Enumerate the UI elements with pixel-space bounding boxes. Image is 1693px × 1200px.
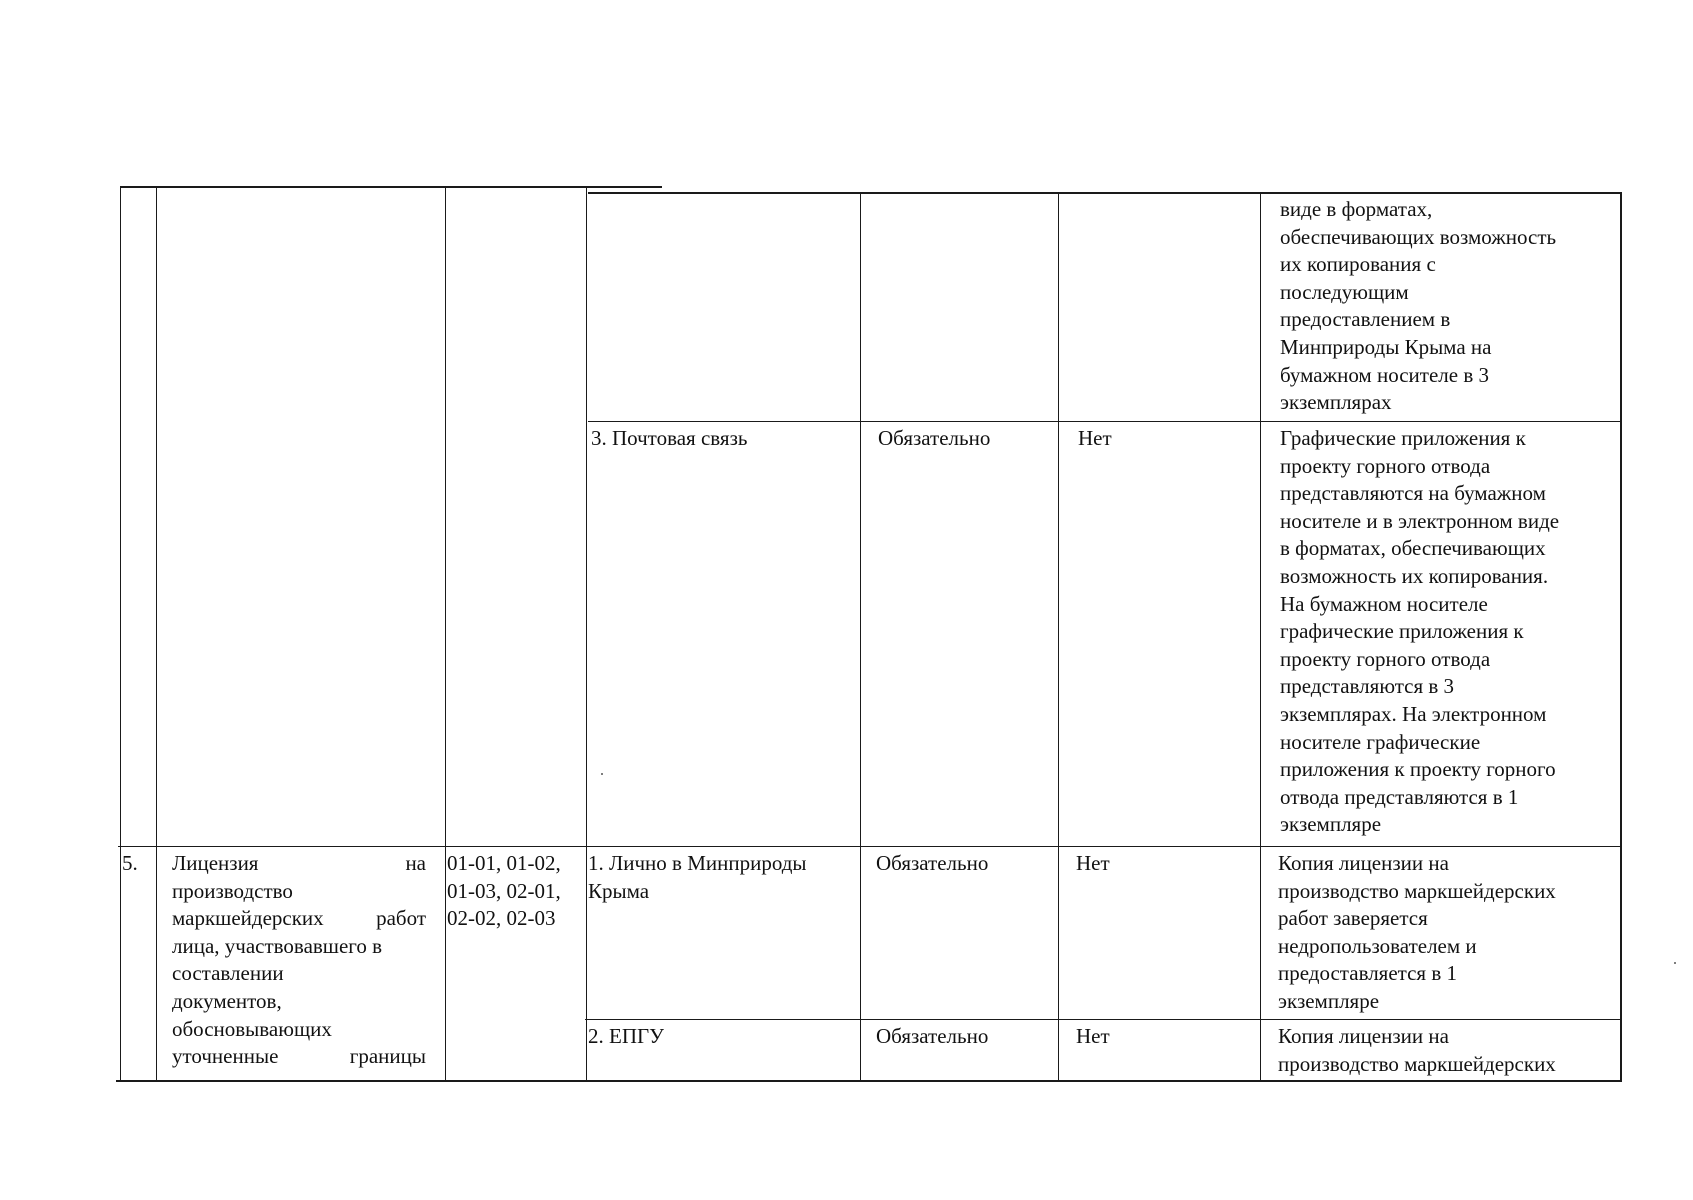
cell-flag-postal: Нет (1078, 426, 1112, 450)
cell-method-postal: 3. Почтовая связь (591, 426, 748, 450)
cell-obligation-epgu: Обязательно (876, 1024, 989, 1048)
col-border-obligation (1058, 192, 1059, 1081)
cell-method-personal: 1. Лично в Минприроды Крыма (588, 851, 807, 903)
cell-codes: 01-01, 01-02, 01-03, 02-01, 02-02, 02-03 (447, 851, 561, 931)
col-border-left (120, 188, 121, 1081)
document-text: работ (376, 906, 426, 931)
cell-notes-epgu: Копия лицензии на производство маркшейдерских (1278, 1024, 1556, 1076)
document-text: на (405, 851, 426, 875)
table-top-border-left (120, 186, 662, 188)
col-border-method (860, 192, 861, 1081)
cell-flag-personal: Нет (1076, 851, 1110, 875)
document-text: маркшейдерских (172, 906, 324, 931)
document-text: лица, участвовавшего в (172, 933, 383, 958)
document-text: составлении (172, 961, 284, 986)
table-top-border-right (588, 192, 1622, 194)
document-line (172, 905, 426, 933)
cell-flag-epgu: Нет (1076, 1024, 1110, 1048)
row-divider-epgu (585, 1019, 1622, 1020)
cell-obligation-postal: Обязательно (878, 426, 991, 450)
cell-row-number: 5. (122, 851, 138, 875)
document-text: границы (349, 1044, 426, 1069)
col-border-codes (586, 188, 587, 1081)
col-border-flag (1260, 192, 1261, 1081)
document-text: Лицензия (172, 851, 259, 875)
document-text: производство (172, 878, 293, 903)
document-line (172, 850, 426, 878)
cell-method-epgu: 2. ЕПГУ (588, 1024, 665, 1048)
row-divider-5 (118, 846, 1622, 847)
document-text: документов, (172, 988, 282, 1013)
col-border-right (1620, 192, 1622, 1081)
cell-obligation-personal: Обязательно (876, 851, 989, 875)
cell-notes-top: виде в форматах, обеспечивающих возможность их копирования с последующим предоставлением в Минприроды Крыма на бумажном носителе в 3 экземплярах (1280, 197, 1557, 415)
cell-document-name (172, 850, 426, 1071)
document-line (172, 1043, 426, 1071)
document-text: уточненные (172, 1044, 279, 1069)
table-bottom-border (116, 1080, 1622, 1082)
scan-speck (601, 773, 603, 775)
cell-notes-postal: Графические приложения к проекту горного отвода представляются на бумажном носителе и в электронном виде в форматах, обеспечивающих возможность их копирования. На бумажном носителе графические приложения к проекту горного отвода представляются в 3 экземплярах. На электронном носителе графические приложения к проекту горного отвода представляются в 1 экземпляре (1280, 426, 1560, 837)
scan-speck (1674, 962, 1676, 964)
col-border-document (445, 188, 446, 1081)
document-text: обосновывающих (172, 1016, 332, 1041)
col-border-number (156, 188, 157, 1081)
cell-notes-personal: Копия лицензии на производство маркшейдерских работ заверяется недропользователем и предоставляется в 1 экземпляре (1278, 851, 1556, 1013)
row-divider-postal (588, 421, 1622, 422)
